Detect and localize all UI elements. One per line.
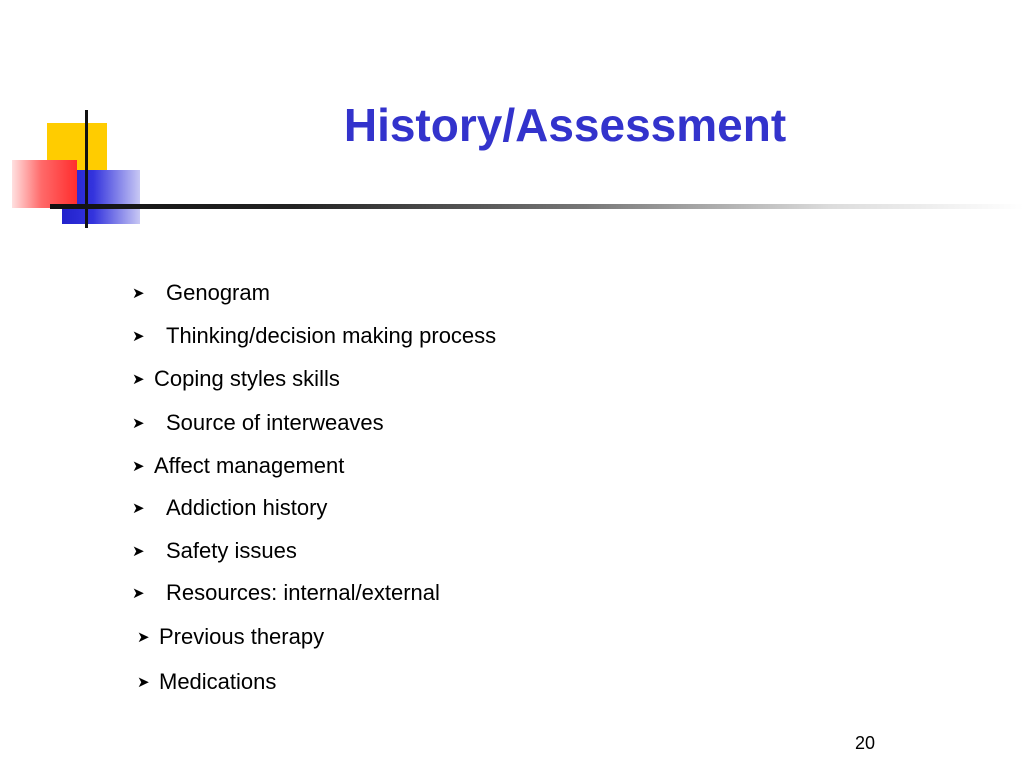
slide-title: History/Assessment	[343, 99, 787, 151]
list-item	[132, 580, 440, 606]
list-item	[137, 624, 324, 650]
arrowhead-bullet-icon: ➤	[132, 285, 145, 302]
arrowhead-bullet-icon: ➤	[132, 371, 145, 388]
arrowhead-bullet-icon: ➤	[132, 500, 145, 517]
list-item-label: Previous therapy	[159, 624, 325, 649]
list-item	[132, 453, 344, 479]
list-item-label: Medications	[159, 669, 277, 694]
arrowhead-bullet-icon: ➤	[132, 585, 145, 602]
arrowhead-bullet-icon: ➤	[132, 458, 145, 475]
arrowhead-bullet-icon: ➤	[137, 674, 150, 691]
list-item	[132, 366, 340, 392]
page-number: 20	[855, 733, 876, 753]
list-item-label: Safety issues	[166, 538, 297, 563]
list-item	[137, 669, 276, 695]
list-item-label: Addiction history	[166, 495, 328, 520]
list-item-label: Source of interweaves	[166, 410, 384, 435]
red-square-decoration	[12, 160, 77, 208]
arrowhead-bullet-icon: ➤	[132, 415, 145, 432]
list-item-label: Thinking/decision making process	[166, 323, 497, 348]
arrowhead-bullet-icon: ➤	[137, 629, 150, 646]
list-item-label: Coping styles skills	[154, 366, 340, 391]
arrowhead-bullet-icon: ➤	[132, 328, 145, 345]
list-item	[132, 280, 270, 306]
list-item	[132, 495, 327, 521]
arrowhead-bullet-icon: ➤	[132, 543, 145, 560]
list-item	[132, 323, 496, 349]
list-item	[132, 538, 297, 564]
title-underline-rule	[50, 204, 1024, 209]
list-item	[132, 410, 384, 436]
list-item-label: Genogram	[166, 280, 270, 305]
list-item-label: Affect management	[154, 453, 345, 478]
list-item-label: Resources: internal/external	[166, 580, 440, 605]
